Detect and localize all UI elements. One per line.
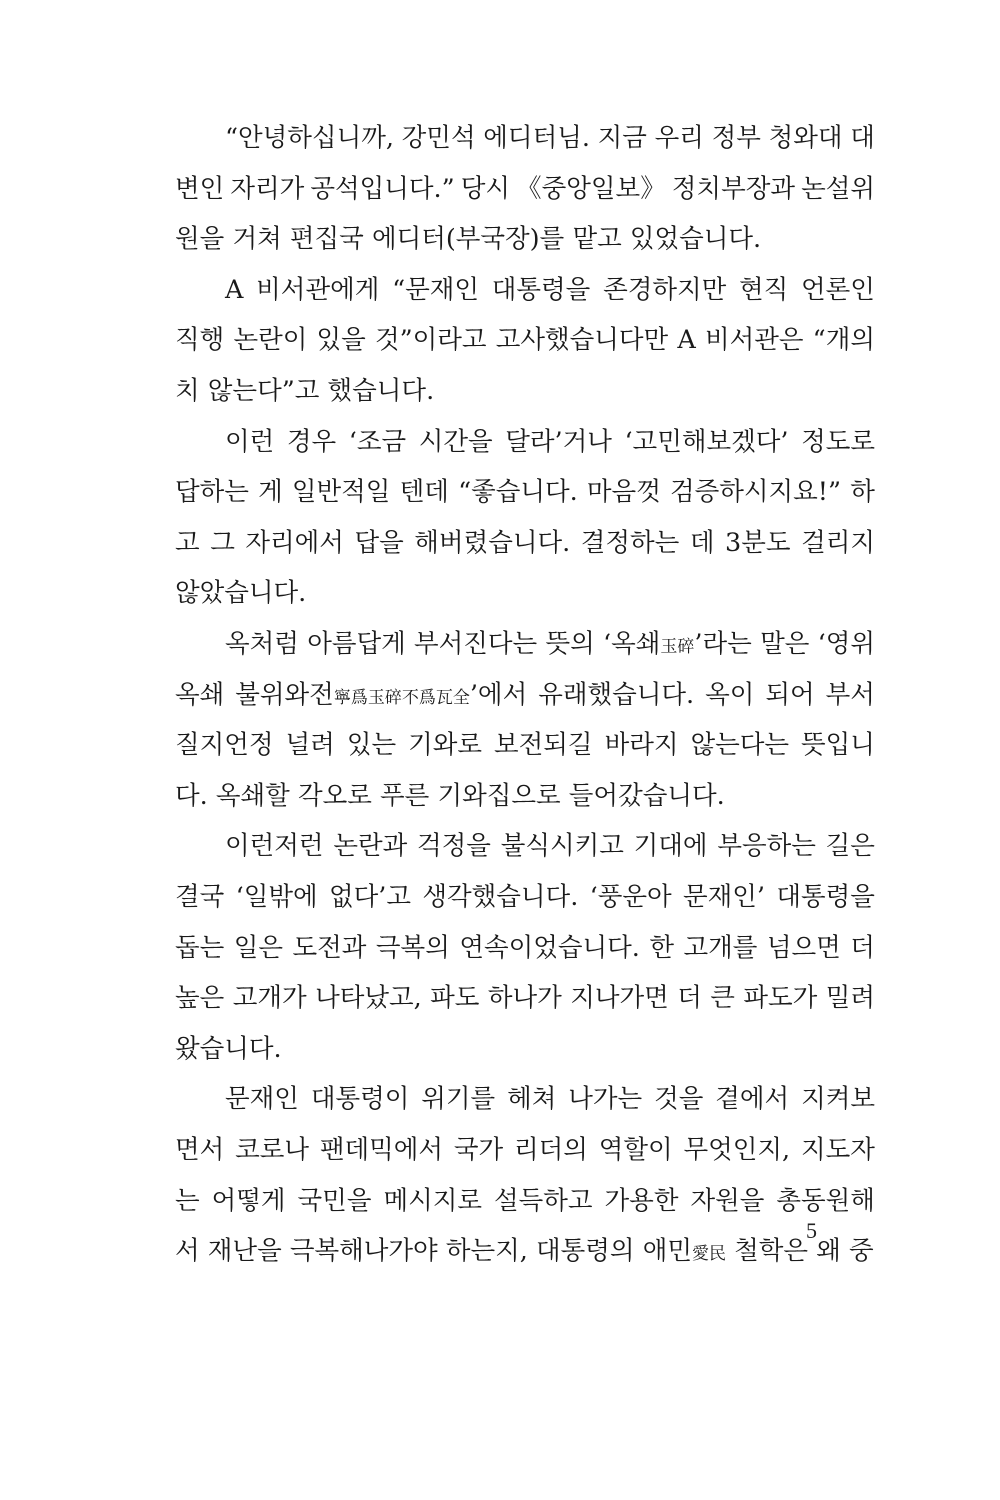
word: 에디터님.	[483, 123, 590, 153]
word: 는	[175, 1185, 200, 1216]
word: 고	[175, 527, 200, 558]
word: 대통령을	[776, 882, 875, 912]
word: 대	[850, 123, 875, 153]
word: 현직	[739, 274, 789, 305]
text-line	[225, 826, 875, 866]
word: 비서관은	[704, 325, 804, 356]
word: 나타났고,	[315, 983, 422, 1014]
word: 맡고	[572, 224, 622, 255]
word: 것을	[654, 1084, 704, 1115]
word: 면서	[175, 1135, 225, 1165]
word: 강민석	[401, 123, 476, 153]
word: 기와집으로	[437, 780, 561, 811]
word: 없다’고	[329, 882, 412, 912]
word: 위기를	[421, 1084, 496, 1115]
word: 답을	[354, 527, 404, 558]
word: 않는다”고	[207, 376, 320, 406]
word: 지켜보	[801, 1084, 875, 1115]
word: “안녕하십니까,	[225, 123, 394, 153]
word: 있었습니다.	[629, 224, 762, 255]
word: 곁에서	[715, 1084, 790, 1115]
word: 편집국	[289, 224, 364, 255]
word: 공석입니다.”	[310, 173, 455, 204]
word: 대통령이	[310, 1084, 410, 1115]
text-line	[175, 320, 875, 360]
word: 길은	[825, 831, 875, 862]
word: 극복의	[375, 932, 450, 963]
word: 답하는	[175, 477, 249, 508]
word: 부응하는	[717, 831, 816, 862]
word: 서	[175, 1236, 200, 1267]
word: 설득하고	[494, 1185, 593, 1216]
word: 도전과	[292, 932, 367, 963]
word: 파도	[430, 983, 480, 1014]
word: 중	[849, 1236, 874, 1267]
word: 결정하는	[580, 527, 680, 558]
word: 철학은	[734, 1236, 809, 1267]
text-line	[175, 472, 875, 512]
word: 국민을	[297, 1185, 372, 1216]
word: 당시	[460, 173, 511, 204]
word: 자원을	[690, 1185, 765, 1216]
word: 말은	[760, 629, 810, 659]
word: 코로나	[235, 1135, 310, 1165]
word: 텐데	[399, 477, 449, 508]
text-line	[175, 219, 761, 259]
word: 고개를	[683, 932, 758, 963]
word: 자리가	[230, 173, 305, 204]
word: ‘옥쇄玉碎’라는	[603, 629, 752, 659]
text-line	[175, 776, 725, 816]
word: ‘풍운아	[589, 882, 672, 912]
word: 하나가	[487, 983, 562, 1014]
word: 유래했습니다.	[538, 679, 695, 710]
word: 달라’거나	[505, 426, 612, 457]
word: 팬데믹에서	[319, 1135, 444, 1165]
word: 비서관에게	[256, 274, 380, 305]
word: 나가는	[568, 1084, 643, 1115]
word: 국가	[453, 1135, 504, 1165]
word: 마음껏	[586, 477, 661, 508]
word: 어떻게	[211, 1185, 286, 1216]
word: 파도가	[743, 983, 818, 1014]
text-line	[225, 1079, 875, 1119]
word: 논설위	[801, 173, 875, 204]
word: 연속이었습니다.	[459, 932, 640, 963]
word: 문재인’	[683, 882, 766, 912]
word: 재난을	[207, 1236, 282, 1267]
word: 기대에	[633, 831, 708, 862]
word: 큰	[710, 983, 735, 1014]
text-line	[175, 725, 875, 765]
text-line	[175, 1029, 282, 1069]
word: 생각했습니다.	[422, 882, 579, 912]
word: 언론인	[801, 274, 875, 305]
word: 각오로	[297, 780, 372, 811]
word: 되어	[765, 679, 815, 710]
word: 것”이라고	[374, 325, 487, 356]
word: 왔습니다.	[175, 1033, 282, 1064]
word: 밀려	[825, 983, 875, 1014]
word: 걱정을	[417, 831, 491, 862]
word: 치	[175, 376, 200, 406]
word: 있을	[316, 325, 366, 356]
word: 직행	[175, 325, 225, 356]
word: 무엇인지,	[683, 1135, 791, 1165]
word: 하	[850, 477, 875, 508]
page-number: 5	[806, 1218, 817, 1243]
word: 지나가면	[570, 983, 669, 1014]
word: 한	[649, 932, 674, 963]
word: 우리	[654, 123, 704, 153]
word: 논란과	[333, 831, 408, 862]
word: 게	[258, 477, 283, 508]
text-line	[225, 422, 875, 462]
word: 경우	[286, 426, 337, 457]
text-line	[175, 523, 875, 563]
text-line	[175, 371, 434, 411]
word: 않는다는	[690, 730, 790, 761]
word: “문재인	[392, 274, 480, 305]
word: “개의	[812, 325, 875, 356]
word: “좋습니다.	[458, 477, 578, 508]
word: 높은	[175, 983, 225, 1014]
word: A	[677, 325, 696, 356]
word: 하는지,	[445, 1236, 528, 1267]
text-line	[175, 169, 875, 209]
word: 더	[850, 932, 875, 963]
word: 청와대	[768, 123, 843, 153]
text-line	[225, 624, 875, 664]
word: 시간을	[418, 426, 493, 457]
word: 기와로	[408, 730, 483, 761]
word: 에디터(부국장)를	[371, 224, 565, 255]
word: 《중앙일보》	[516, 173, 666, 204]
word: 대통령의	[536, 1236, 635, 1267]
word: 헤쳐	[507, 1084, 557, 1115]
word: 있는	[346, 730, 397, 761]
text-line	[175, 928, 875, 968]
word: 대통령을	[491, 274, 591, 305]
word: 바라지	[604, 730, 679, 761]
word: 않았습니다.	[175, 578, 307, 609]
word: 리더의	[514, 1135, 588, 1165]
word: 뜻입니	[801, 730, 875, 761]
word: 돕는	[175, 932, 225, 963]
word: ‘고민해보겠다’	[624, 426, 789, 457]
word: 검증하시지요!”	[670, 477, 842, 508]
word: 그	[210, 527, 235, 558]
word: 옥쇄할	[215, 780, 290, 811]
text-line	[225, 118, 875, 158]
word: 문재인	[225, 1084, 299, 1115]
word: 일은	[233, 932, 284, 963]
word: 다.	[175, 780, 208, 811]
word: 이런	[225, 426, 275, 457]
word: 원을	[175, 224, 225, 255]
word: 걸리지	[801, 527, 875, 558]
word: 옥처럼	[225, 629, 299, 659]
word: 데	[689, 527, 715, 558]
word: 아름답게	[307, 629, 406, 659]
word: 3분도	[725, 527, 791, 558]
word: 논란이	[233, 325, 308, 356]
text-line	[175, 978, 875, 1018]
word: 정도로	[801, 426, 875, 457]
word: 옥쇄	[175, 679, 225, 710]
text-line	[175, 877, 875, 917]
word: 불식시키고	[500, 831, 624, 862]
word: 뜻의	[545, 629, 595, 659]
word: ‘일밖에	[235, 882, 318, 912]
word: 지금	[597, 123, 647, 153]
word: 가용한	[604, 1185, 679, 1216]
word: ‘조금	[348, 426, 407, 457]
text-line	[175, 1231, 874, 1271]
word: 고개가	[232, 983, 307, 1014]
word: 정부	[711, 123, 761, 153]
word: 왜	[816, 1236, 841, 1267]
word: A	[225, 274, 244, 305]
word: 보전되길	[494, 730, 593, 761]
word: 자리에서	[245, 527, 344, 558]
word: 역할이	[598, 1135, 673, 1165]
word: 극복해나가야	[289, 1236, 438, 1267]
text-line	[175, 1130, 875, 1170]
word: 했습니다.	[327, 376, 435, 406]
word: 불위와전寧爲玉碎不爲瓦全’에서	[235, 679, 528, 710]
word: 일반적일	[291, 477, 391, 508]
word: 변인	[175, 173, 225, 204]
word: 더	[677, 983, 702, 1014]
word: 질지언정	[175, 730, 274, 761]
word: 옥이	[705, 679, 755, 710]
word: 부서진다는	[414, 629, 538, 659]
word: ‘영위	[817, 629, 875, 659]
word: 이런저런	[225, 831, 324, 862]
word: 애민愛民	[642, 1236, 726, 1267]
word: 총동원해	[776, 1185, 875, 1216]
text-line	[175, 1181, 875, 1221]
word: 지도자	[801, 1135, 875, 1165]
word: 널려	[285, 730, 335, 761]
text-line	[175, 573, 306, 613]
word: 해버렸습니다.	[414, 527, 571, 558]
word: 메시지로	[383, 1185, 482, 1216]
text-line	[225, 270, 875, 310]
word: 푸른	[380, 780, 430, 811]
word: 넘으면	[766, 932, 841, 963]
word: 부서	[825, 679, 875, 710]
word: 들어갔습니다.	[568, 780, 725, 811]
word: 거쳐	[232, 224, 282, 255]
text-line	[175, 675, 875, 715]
word: 결국	[175, 882, 225, 912]
word: 존경하지만	[603, 274, 727, 305]
word: 고사했습니다만	[495, 325, 669, 356]
word: 정치부장과	[671, 173, 795, 204]
